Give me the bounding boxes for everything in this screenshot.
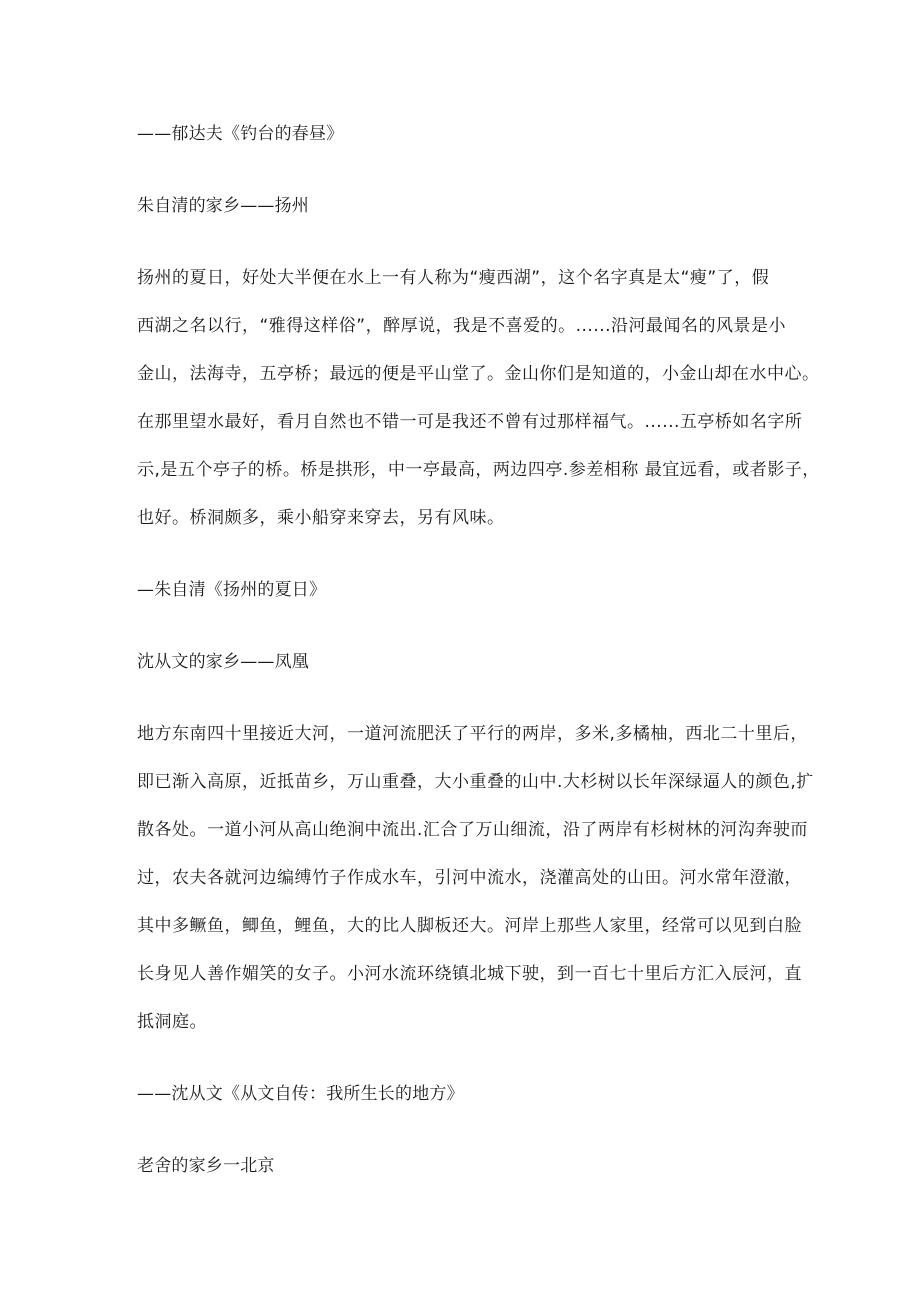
citation-yu-dafu: ——郁达夫《钓台的春昼》 bbox=[137, 124, 344, 144]
heading-zhu-ziqing-yangzhou: 朱自清的家乡——扬州 bbox=[137, 196, 309, 216]
paragraph-line: 地方东南四十里接近大河，一道河流肥沃了平行的两岸，多米,多橘柚，西北二十里后， bbox=[137, 724, 808, 744]
paragraph-line: 过，农夫各就河边编缚竹子作成水车，引河中流水，浇灌高处的山田。河水常年澄澈， bbox=[137, 868, 802, 888]
citation-zhu-ziqing: —朱自清《扬州的夏日》 bbox=[137, 580, 327, 600]
paragraph-line: 西湖之名以行，“雅得这样俗”，醉厚说，我是不喜爱的。......沿河最闻名的风景是小 bbox=[137, 316, 787, 336]
paragraph-line: 长身见人善作媚笑的女子。小河水流环绕镇北城下驶，到一百七十里后方汇入辰河，直 bbox=[137, 964, 802, 984]
heading-shen-congwen-fenghuang: 沈从文的家乡——凤凰 bbox=[137, 652, 309, 672]
paragraph-line: 抵洞庭。 bbox=[137, 1012, 207, 1032]
paragraph-line: 其中多鳜鱼，鲫鱼，鲤鱼，大的比人脚板还大。河岸上那些人家里，经常可以见到白脸 bbox=[137, 916, 802, 936]
heading-lao-she-beijing: 老舍的家乡一北京 bbox=[137, 1156, 275, 1176]
paragraph-line: 在那里望水最好，看月自然也不错一可是我还不曾有过那样福气。......五亭桥如名字所 bbox=[137, 412, 803, 432]
paragraph-line: 即已渐入高原，近抵苗乡，万山重叠，大小重叠的山中.大杉树以长年深绿逼人的颜色,扩 bbox=[137, 772, 814, 792]
paragraph-line: 金山，法海寺，五亭桥；最远的便是平山堂了。金山你们是知道的，小金山却在水中心。 bbox=[137, 364, 820, 384]
citation-shen-congwen: ——沈从文《从文自传：我所生长的地方》 bbox=[137, 1084, 464, 1104]
paragraph-line: 示,是五个亭子的桥。桥是拱形，中一亭最高，两边四亭.参差相称 最宜远看，或者影子， bbox=[137, 460, 820, 480]
paragraph-line: 扬州的夏日，好处大半便在水上一有人称为“瘦西湖”，这个名字真是太“瘦”了，假 bbox=[137, 268, 770, 288]
paragraph-line: 散各处。一道小河从高山绝涧中流出.汇合了万山细流，沿了两岸有杉树林的河沟奔驶而 bbox=[137, 820, 808, 840]
paragraph-line: 也好。桥洞颇多，乘小船穿来穿去，另有风味。 bbox=[137, 508, 505, 528]
